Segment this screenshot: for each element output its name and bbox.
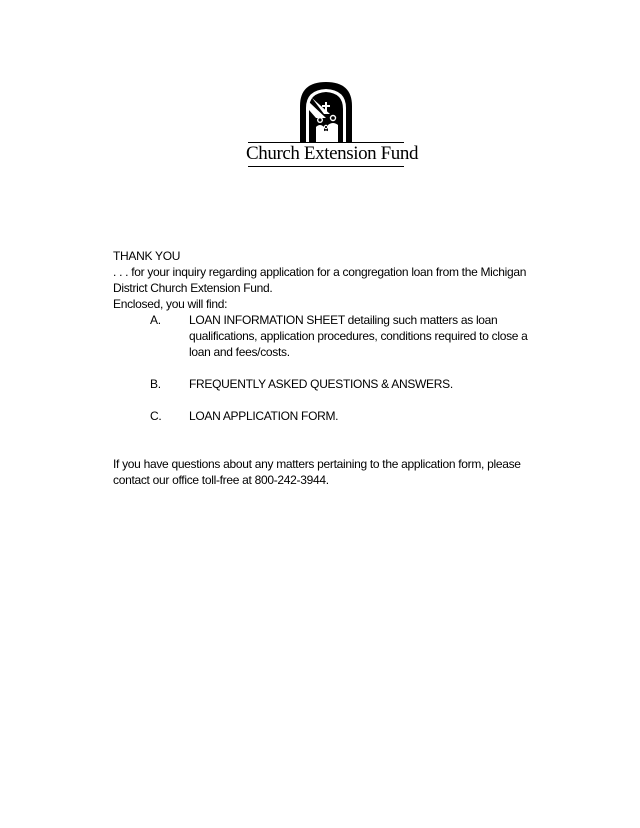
enclosure-marker: A.: [150, 313, 161, 327]
logo-name: Church Extension Fund: [246, 143, 419, 164]
enclosure-text: FREQUENTLY ASKED QUESTIONS & ANSWERS.: [189, 377, 453, 391]
enclosure-list: [113, 312, 533, 424]
church-extension-fund-logo: [246, 80, 419, 170]
enclosure-marker: C.: [150, 409, 162, 423]
enclosure-text: LOAN INFORMATION SHEET detailing such matters as loan qualifications, application procedures, conditions required to close a loan and fees/costs.: [189, 313, 528, 359]
enclosure-text: LOAN APPLICATION FORM.: [189, 409, 339, 423]
enclosure-marker: B.: [150, 377, 161, 391]
letter-intro: . . . for your inquiry regarding application for a congregation loan from the Michigan District Church Extension Fund.: [113, 265, 527, 295]
enclosure-item: [113, 376, 533, 392]
enclosure-item: [113, 408, 533, 424]
letter-heading: THANK YOU: [113, 249, 181, 263]
letter-body: [113, 248, 533, 488]
enclosure-item: [113, 312, 533, 360]
logo-underline: [248, 166, 404, 167]
enclosed-label: Enclosed, you will find:: [113, 297, 228, 311]
letter-closing: If you have questions about any matters pertaining to the application form, please contact our office toll-free at 800-242-3944.: [113, 457, 521, 487]
church-family-emblem-icon: [296, 80, 356, 142]
